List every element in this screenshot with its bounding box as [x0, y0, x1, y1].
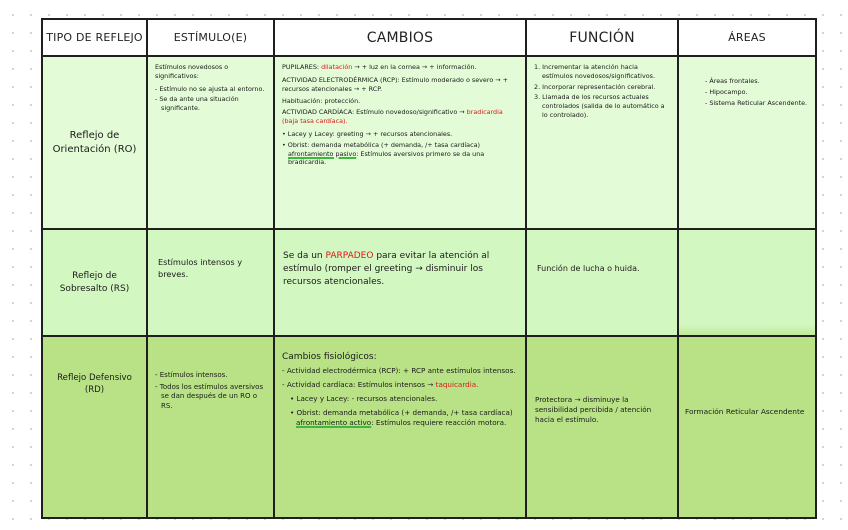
row-ro-areas	[679, 57, 815, 228]
ro-area-item: - Sistema Reticular Ascendente.	[705, 98, 808, 107]
ro-cambios-obrist: • Obrist: demanda metabólica (+ demanda, /+ tasa cardíaca) afrontamiento pasivo: Estímulos aversivos primero se da una bradicardia.	[282, 140, 485, 167]
rd-cambios-cardiaca: - Actividad cardíaca: Estímulos intensos → taquicardia.	[282, 380, 479, 390]
row-rs-funcion	[527, 230, 677, 335]
rd-cambios-obrist: • Obrist: demanda metabólica (+ demanda, /+ tasa cardíaca) afrontamiento activo: Estímulos requiere reacción motora.	[290, 408, 513, 428]
ro-cambios-electrodermica: ACTIVIDAD ELECTRODÉRMICA (RCP): Estímulo moderado o severo → + recursos atencionales → + RCP.	[282, 75, 509, 93]
ro-cambios-cardiaca: ACTIVIDAD CARDÍACA: Estímulo novedoso/significativo → bradicardia (baja tasa cardíaca).	[282, 108, 503, 126]
rd-cambios-title: Cambios fisiológicos:	[282, 352, 377, 362]
ro-cambios-pupilares: PUPILARES: dilatación → + luz en la cornea → + información.	[282, 63, 477, 71]
header-estimulo: ESTÍMULO(E)	[148, 20, 273, 55]
header-areas: ÁREAS	[679, 20, 815, 55]
ro-estimulo-item: - Se da ante una situación significante.	[155, 95, 239, 113]
ro-area-item: - Hipocampo.	[705, 87, 748, 96]
ro-cambios-habituacion: Habituación: protección.	[282, 97, 361, 106]
row-ro-funcion	[527, 57, 677, 228]
row-rd-funcion	[527, 337, 677, 517]
ro-area-item: - Áreas frontales.	[705, 77, 760, 85]
row-rd-areas	[679, 337, 815, 517]
row-ro-tipo: Reflejo de Orientación (RO)	[43, 57, 146, 228]
row-ro-cambios	[275, 57, 525, 228]
rd-estimulo-item: - Estímulos intensos.	[155, 371, 228, 379]
ro-funcion-item: 1. Incrementar la atención hacia estímulos novedosos/significativos.	[534, 63, 656, 80]
ro-estimulo-item: - Estímulo no se ajusta al entorno.	[155, 84, 265, 93]
row-rs-estimulo	[148, 230, 273, 335]
ro-estimulo-intro: Estímulos novedosos o significativos:	[155, 63, 229, 80]
reflex-table	[41, 18, 817, 519]
header-tipo: TIPO DE REFLEJO	[43, 20, 146, 55]
row-rd-estimulo	[148, 337, 273, 517]
rs-estimulo-text: Estímulos intensos y breves.	[158, 257, 243, 279]
row-rd-cambios	[275, 337, 525, 517]
header-cambios: CAMBIOS	[275, 20, 525, 55]
rd-areas-text: Formación Reticular Ascendente	[685, 407, 805, 416]
row-rd-tipo: Reflejo Defensivo (RD)	[43, 337, 146, 517]
rs-funcion-text: Función de lucha o huida.	[537, 264, 640, 273]
rd-funcion-text: Protectora → disminuye la sensibilidad percibida / atención hacia el estímulo.	[535, 395, 652, 425]
row-ro-estimulo	[148, 57, 273, 228]
ro-cambios-lacey: • Lacey y Lacey: greeting → + recursos atencionales.	[282, 129, 453, 138]
row-rs-areas	[679, 230, 815, 335]
header-funcion: FUNCIÓN	[527, 20, 677, 55]
row-rs-cambios: Se da un PARPADEO para evitar la atención al estímulo (romper el greeting → disminuir los recursos atencionales.	[275, 230, 525, 335]
rd-estimulo-item: - Todos los estímulos aversivos se dan después de un RO o RS.	[155, 382, 264, 410]
ro-funcion-item: 2. Incorporar representación cerebral.	[534, 82, 656, 91]
rd-cambios-electrodermica: - Actividad electrodérmica (RCP): + RCP ante estímulos intensos.	[282, 366, 516, 376]
row-rs-tipo: Reflejo de Sobresalto (RS)	[43, 230, 146, 335]
ro-funcion-item: 3. Llamada de los recursos actuales controlados (salida de lo automático a lo controlado).	[534, 93, 665, 120]
rd-cambios-lacey: • Lacey y Lacey: - recursos atencionales.	[290, 394, 438, 404]
